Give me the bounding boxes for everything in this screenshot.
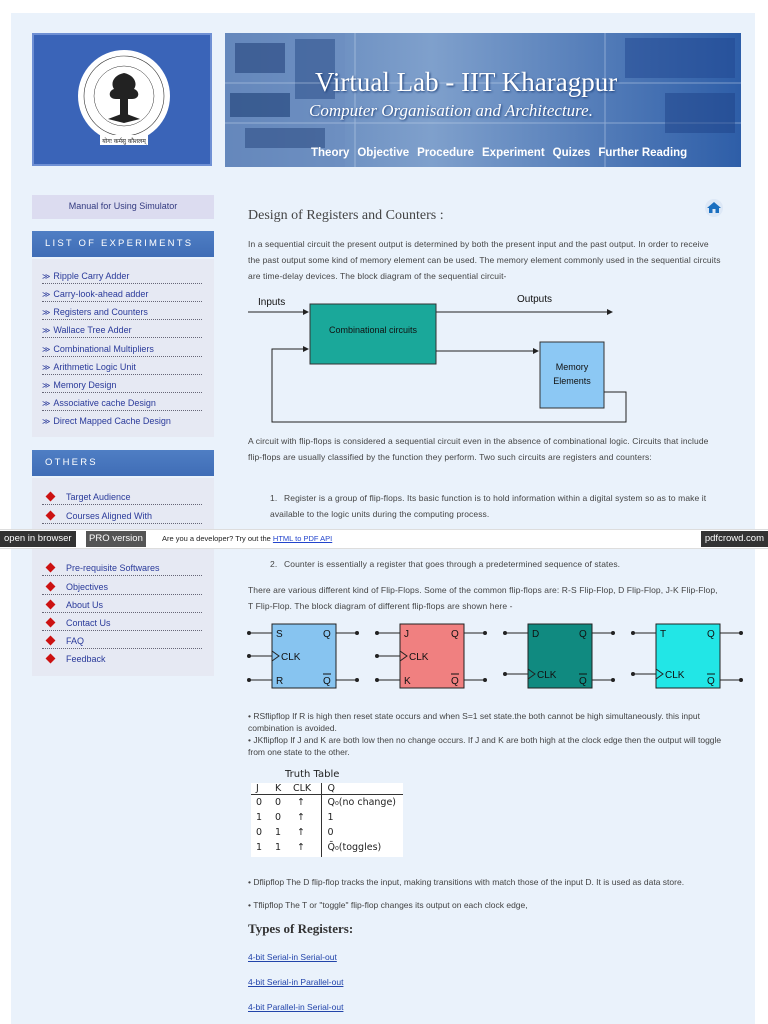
flipflop-clk-label: CLK bbox=[537, 670, 557, 681]
sidebar-item-objectives[interactable]: Objectives bbox=[42, 579, 202, 595]
truth-table-title: Truth Table bbox=[285, 769, 340, 780]
others-list bbox=[32, 478, 214, 676]
table-cell: 0 bbox=[275, 812, 282, 823]
bullet-icon: • bbox=[248, 735, 254, 745]
flipflop-q-label: Q bbox=[323, 629, 331, 640]
table-cell: ↑ bbox=[289, 840, 321, 857]
pdfcrowd-message: Are you a developer? Try out the HTML to PDF API bbox=[162, 534, 333, 543]
table-cell: 0 bbox=[256, 827, 263, 838]
sidebar-item-combinational-multipliers[interactable]: ≫ Combinational Multipliers bbox=[42, 342, 202, 357]
site-subtitle: Computer Organisation and Architecture. bbox=[309, 101, 593, 120]
pdfcrowd-brand-button[interactable]: pdfcrowd.com bbox=[701, 531, 768, 547]
html-to-pdf-api-link[interactable]: HTML to PDF API bbox=[272, 534, 333, 543]
sidebar-item-contact-us[interactable]: Contact Us bbox=[42, 615, 202, 631]
terminal-dot bbox=[375, 654, 379, 658]
sidebar-item-courses-aligned[interactable]: Courses Aligned With bbox=[42, 508, 202, 524]
open-in-browser-button[interactable]: open in browser bbox=[0, 531, 76, 547]
header-banner bbox=[225, 33, 741, 167]
table-cell: 0 bbox=[327, 827, 334, 838]
table-row bbox=[251, 840, 403, 857]
t-flipflop-note: • Tflipflop The T or "toggle" flip-flop changes its output on each clock edge, bbox=[248, 900, 528, 910]
page-title: Design of Registers and Counters : bbox=[248, 208, 444, 223]
terminal-dot bbox=[355, 678, 359, 682]
terminal-dot bbox=[503, 631, 507, 635]
sidebar-item-wallace-tree[interactable]: ≫ Wallace Tree Adder bbox=[42, 323, 202, 338]
table-row bbox=[251, 825, 403, 840]
rs-flipflop-note: • RSflipflop If R is high then reset state occurs and when S=1 set state.the both cannot be high simultaneously. this input combination is avoided. bbox=[248, 711, 700, 733]
terminal-dot bbox=[247, 654, 251, 658]
bullet-icon: • bbox=[248, 711, 254, 721]
table-cell: 1 bbox=[275, 842, 282, 853]
nav-objective[interactable]: Objective bbox=[357, 147, 410, 159]
sidebar-item-carry-look-ahead[interactable]: ≫ Carry-look-ahead adder bbox=[42, 287, 202, 302]
arrow-icon: ≫ bbox=[42, 272, 51, 281]
manual-link[interactable]: Manual for Using Simulator bbox=[32, 195, 214, 219]
table-header-cell: CLK bbox=[289, 783, 321, 795]
flipflop-clk-label: CLK bbox=[409, 652, 429, 663]
experiments-list bbox=[32, 259, 214, 437]
arrow-icon: ≫ bbox=[42, 399, 51, 408]
table-cell: Q̄₀(toggles) bbox=[327, 842, 382, 853]
table-cell: 1 bbox=[327, 812, 334, 823]
home-icon[interactable] bbox=[704, 198, 724, 218]
diamond-bullet-icon bbox=[46, 636, 56, 646]
pdfcrowd-bar bbox=[0, 529, 768, 549]
bullet-icon: • bbox=[248, 900, 254, 910]
sidebar-item-registers-counters[interactable]: ≫ Registers and Counters bbox=[42, 305, 202, 320]
sidebar-item-feedback[interactable]: Feedback bbox=[42, 651, 202, 667]
flipflop-input-label: R bbox=[276, 676, 284, 687]
nav-experiment[interactable]: Experiment bbox=[482, 147, 545, 159]
sidebar-item-about-us[interactable]: About Us bbox=[42, 597, 202, 613]
intro-paragraph: In a sequential circuit the present output is determined by both the present input and the past output. In order to receive the past output some kind of memory element can be used. The memory element commonly used in the sequential circuits are time-delay devices. The block diagram of the sequential circuit- bbox=[248, 239, 721, 281]
memory-label-1: Memory bbox=[555, 362, 589, 372]
terminal-dot bbox=[355, 631, 359, 635]
flipflop-clk-label: CLK bbox=[665, 670, 685, 681]
flipflops-diagram bbox=[244, 618, 744, 694]
terminal-dot bbox=[739, 678, 743, 682]
table-row bbox=[251, 810, 403, 825]
sidebar-item-direct-mapped-cache[interactable]: ≫ Direct Mapped Cache Design bbox=[42, 416, 171, 426]
terminal-dot bbox=[631, 672, 635, 676]
flipflop-clk-label: CLK bbox=[281, 652, 301, 663]
diagram-inputs-label: Inputs bbox=[258, 297, 286, 308]
jk-flipflop-note: • JKflipflop If J and K are both low then no change occurs. If J and K are both high at the clock edge then the output will toggle from one state to the other. bbox=[248, 735, 722, 757]
terminal-dot bbox=[611, 678, 615, 682]
svg-text:योगः कर्मसु कौशलम्: योगः कर्मसु कौशलम् bbox=[102, 138, 146, 145]
terminal-dot bbox=[611, 631, 615, 635]
table-cell: Q₀(no change) bbox=[327, 797, 397, 808]
flipflop-input-label: D bbox=[532, 629, 540, 640]
terminal-dot bbox=[483, 678, 487, 682]
d-flipflop-note: • Dflipflop The D flip-flop tracks the input, making transitions with match those of the input D. It is used as data store. bbox=[248, 877, 685, 887]
arrow-icon: ≫ bbox=[42, 417, 51, 426]
others-heading: OTHERS bbox=[32, 450, 214, 476]
arrow-icon: ≫ bbox=[42, 308, 51, 317]
kinds-paragraph: There are various different kind of Flip-Flops. Some of the common flip-flops are: R-S Flip-Flop, D Flip-Flop, J-K Flip-Flop, T Flip-Flop. The block diagram of different flip-flops are shown here - bbox=[248, 585, 718, 611]
arrow-icon: ≫ bbox=[42, 381, 51, 390]
terminal-dot bbox=[375, 631, 379, 635]
flipflop-input-label: J bbox=[404, 629, 409, 640]
diamond-bullet-icon bbox=[46, 492, 56, 502]
table-cell: ↑ bbox=[289, 810, 321, 825]
terminal-dot bbox=[503, 672, 507, 676]
bullet-icon: • bbox=[248, 877, 254, 887]
table-cell: ↑ bbox=[289, 825, 321, 840]
diagram-outputs-label: Outputs bbox=[517, 294, 553, 305]
table-cell: 0 bbox=[275, 797, 282, 808]
list-item-register: 1. Register is a group of flip-flops. Its basic function is to hold information within a digital system so as to make it available to the logic units during the computing process. bbox=[270, 493, 707, 519]
link-serial-in-serial-out[interactable]: 4-bit Serial-in Serial-out bbox=[248, 952, 337, 962]
table-header-row bbox=[251, 783, 403, 795]
terminal-dot bbox=[739, 631, 743, 635]
flipflop-qbar-label: Q bbox=[579, 676, 587, 687]
terminal-dot bbox=[247, 631, 251, 635]
sidebar-item-associative-cache[interactable]: ≫ Associative cache Design bbox=[42, 396, 202, 411]
flipflop-qbar-label: Q bbox=[323, 676, 331, 687]
pro-version-button[interactable]: PRO version bbox=[86, 531, 146, 547]
table-header-cell: K bbox=[271, 783, 289, 795]
terminal-dot bbox=[483, 631, 487, 635]
table-cell: 0 bbox=[256, 797, 263, 808]
table-header-cell: J bbox=[251, 783, 271, 795]
experiments-heading: LIST OF EXPERIMENTS bbox=[32, 231, 214, 257]
flipflop-qbar-label: Q bbox=[451, 676, 459, 687]
diamond-bullet-icon bbox=[46, 582, 56, 592]
sidebar-item-target-audience[interactable]: Target Audience bbox=[42, 489, 202, 505]
flipflop-q-label: Q bbox=[707, 629, 715, 640]
sequential-circuit-diagram bbox=[248, 286, 640, 426]
table-row bbox=[251, 795, 403, 811]
nav-quizes[interactable]: Quizes bbox=[552, 147, 591, 159]
sidebar-item-prerequisite-softwares[interactable]: Pre-requisite Softwares bbox=[42, 560, 202, 576]
nav-procedure[interactable]: Procedure bbox=[417, 147, 475, 159]
sidebar-item-memory-design[interactable]: ≫ Memory Design bbox=[42, 378, 202, 393]
top-nav bbox=[311, 147, 687, 159]
diamond-bullet-icon bbox=[46, 654, 56, 664]
terminal-dot bbox=[375, 678, 379, 682]
flipflop-input-label: T bbox=[660, 629, 667, 640]
flipflop-paragraph: A circuit with flip-flops is considered a sequential circuit even in the absence of combinational logic. Circuits that include flip-flops are usually classified by the function they perform. Two such circuits are registers and counters: bbox=[248, 436, 709, 462]
flipflop-q-label: Q bbox=[579, 629, 587, 640]
table-header-cell: Q bbox=[321, 783, 403, 795]
iit-emblem-icon bbox=[44, 41, 204, 161]
table-cell: 1 bbox=[256, 842, 263, 853]
table-cell: ↑ bbox=[289, 795, 321, 811]
arrow-icon: ≫ bbox=[42, 363, 51, 372]
table-cell: 1 bbox=[256, 812, 263, 823]
link-parallel-in-serial-out[interactable]: 4-bit Parallel-in Serial-out bbox=[248, 1002, 344, 1012]
flipflop-input-label: K bbox=[404, 676, 411, 687]
flipflop-qbar-label: Q bbox=[707, 676, 715, 687]
truth-table bbox=[251, 783, 403, 857]
sidebar-item-faq[interactable]: FAQ bbox=[42, 633, 202, 649]
site-title: Virtual Lab - IIT Kharagpur bbox=[315, 67, 618, 97]
combinational-circuits-label: Combinational circuits bbox=[328, 325, 418, 335]
diamond-bullet-icon bbox=[46, 618, 56, 628]
flipflop-q-label: Q bbox=[451, 629, 459, 640]
arrow-icon: ≫ bbox=[42, 345, 51, 354]
nav-theory[interactable]: Theory bbox=[311, 147, 350, 159]
types-of-registers-heading: Types of Registers: bbox=[248, 921, 354, 936]
link-serial-in-parallel-out[interactable]: 4-bit Serial-in Parallel-out bbox=[248, 977, 344, 987]
table-cell: 1 bbox=[275, 827, 282, 838]
sidebar-item-ripple-carry-adder[interactable]: ≫ Ripple Carry Adder bbox=[42, 269, 202, 284]
memory-label-2: Elements bbox=[553, 376, 591, 386]
list-item-counter: 2. Counter is essentially a register that goes through a predetermined sequence of states. bbox=[270, 559, 621, 569]
diamond-bullet-icon bbox=[46, 511, 56, 521]
arrow-icon: ≫ bbox=[42, 326, 51, 335]
nav-further-reading[interactable]: Further Reading bbox=[598, 147, 688, 159]
arrow-icon: ≫ bbox=[42, 290, 51, 299]
diamond-bullet-icon bbox=[46, 563, 56, 573]
terminal-dot bbox=[247, 678, 251, 682]
terminal-dot bbox=[631, 631, 635, 635]
diamond-bullet-icon bbox=[46, 600, 56, 610]
iit-logo[interactable] bbox=[32, 33, 212, 166]
flipflop-input-label: S bbox=[276, 629, 283, 640]
sidebar-item-alu[interactable]: ≫ Arithmetic Logic Unit bbox=[42, 360, 202, 375]
